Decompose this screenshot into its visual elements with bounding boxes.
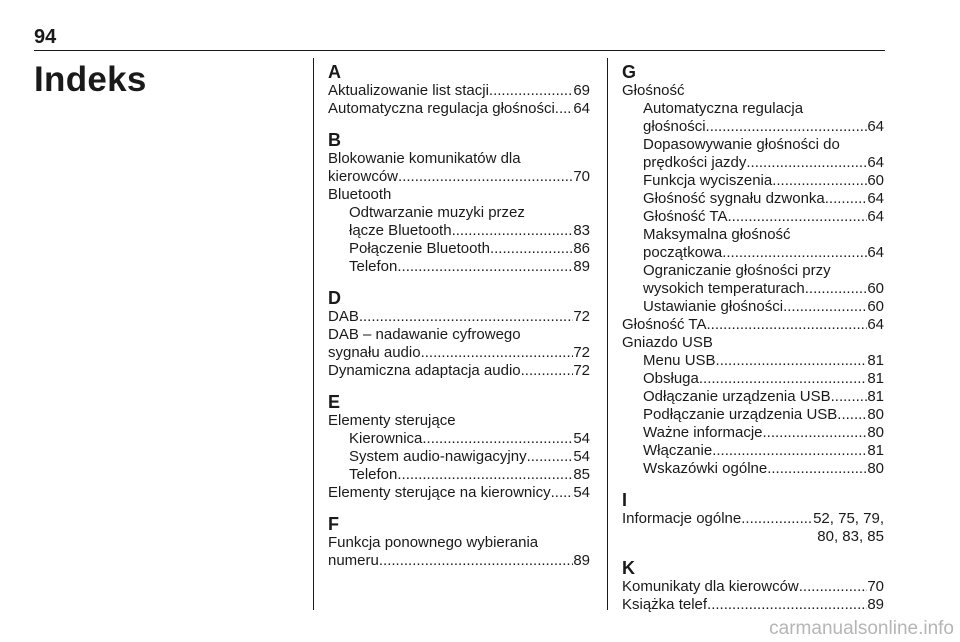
entry-text-with-page — [622, 596, 884, 614]
index-section — [622, 558, 884, 614]
entry-text: Książka telef — [622, 596, 708, 613]
page-reference[interactable]: 64 — [867, 316, 884, 333]
entry-text-with-page — [622, 316, 884, 334]
index-entry — [328, 82, 590, 100]
page-reference[interactable]: 81 — [867, 388, 884, 405]
entry-text-with-page — [643, 406, 884, 424]
page-reference[interactable]: 60 — [867, 172, 884, 189]
page-reference[interactable]: 89 — [573, 552, 590, 569]
index-subentry — [622, 352, 884, 370]
index-entry — [328, 326, 590, 362]
page-reference[interactable]: 81 — [867, 442, 884, 459]
index-subentry — [622, 388, 884, 406]
dot-leader — [397, 466, 573, 484]
index-subentry — [328, 430, 590, 448]
entry-text: głośności — [643, 118, 706, 135]
index-subentry — [328, 448, 590, 466]
dot-leader — [763, 424, 868, 442]
page-reference[interactable]: 70 — [867, 578, 884, 595]
entry-text: Podłączanie urządzenia USB — [643, 406, 838, 423]
dot-leader — [837, 406, 867, 424]
index-entry — [622, 578, 884, 596]
entry-text: Automatyczna regulacja głośności — [328, 100, 555, 117]
entry-text: Elementy sterujące — [328, 412, 456, 429]
entry-text: sygnału audio — [328, 344, 421, 361]
entry-text-with-page — [349, 258, 590, 276]
entry-text: Dopasowywanie głośności do — [643, 136, 840, 153]
entry-text: Aktualizowanie list stacji — [328, 82, 489, 99]
entry-text: Menu USB — [643, 352, 716, 369]
page-reference[interactable]: 69 — [573, 82, 590, 99]
page-reference[interactable]: 72 — [573, 344, 590, 361]
page-reference[interactable]: 64 — [867, 118, 884, 135]
entry-text: Blokowanie komunikatów dla — [328, 150, 521, 167]
page-title: Indeks — [34, 60, 147, 99]
index-subentry — [328, 240, 590, 258]
entry-text: Telefon — [349, 466, 398, 483]
dot-leader — [825, 190, 868, 208]
entry-text-with-page — [328, 100, 590, 118]
index-entry — [328, 100, 590, 118]
page-reference[interactable]: 64 — [867, 244, 884, 261]
entry-text-with-page — [643, 190, 884, 208]
page-reference[interactable]: 81 — [867, 370, 884, 387]
page-reference[interactable]: 64 — [867, 208, 884, 225]
entry-text-with-page — [643, 280, 884, 298]
entry-text: Głośność — [622, 82, 685, 99]
index-subentry — [622, 136, 884, 172]
entry-text-with-page — [643, 370, 884, 388]
page-reference[interactable]: 72 — [573, 362, 590, 379]
index-subentry — [622, 424, 884, 442]
entry-text: Funkcja ponownego wybierania — [328, 534, 539, 551]
section-letter: B — [328, 130, 341, 150]
entry-text: Bluetooth — [328, 186, 392, 203]
entry-text: DAB — [328, 308, 359, 325]
page-reference[interactable]: 89 — [867, 596, 884, 613]
index-entry — [328, 534, 590, 570]
entry-text: numeru — [328, 552, 379, 569]
index-subentry — [328, 466, 590, 484]
column-divider-left — [313, 58, 314, 610]
page-reference[interactable]: 83 — [573, 222, 590, 239]
page-reference[interactable]: 60 — [867, 280, 884, 297]
page-reference[interactable]: 64 — [867, 190, 884, 207]
index-subentry — [622, 190, 884, 208]
index-section — [622, 490, 884, 546]
index-entry — [328, 308, 590, 326]
index-section — [328, 62, 590, 118]
entry-text: System audio-nawigacyjny — [349, 448, 527, 465]
entry-text-with-page — [328, 82, 590, 100]
entry-text: Głośność sygnału dzwonka — [643, 190, 825, 207]
entry-text-with-page — [328, 552, 590, 570]
entry-text: kierowców — [328, 168, 399, 185]
dot-leader — [722, 244, 867, 262]
index-entry — [622, 510, 884, 546]
index-entry — [622, 596, 884, 614]
index-subentry — [622, 262, 884, 298]
page-reference[interactable]: 80 — [867, 424, 884, 441]
index-section — [328, 130, 590, 276]
entry-text-with-page — [643, 208, 884, 226]
entry-text: Włączanie — [643, 442, 713, 459]
entry-text: Telefon — [349, 258, 398, 275]
dot-leader — [716, 352, 868, 370]
entry-text: Elementy sterujące na kierownicy — [328, 484, 551, 501]
entry-text-with-page — [349, 448, 590, 466]
index-subentry — [622, 406, 884, 424]
dot-leader — [359, 308, 573, 326]
section-letter: E — [328, 392, 341, 412]
dot-leader — [831, 388, 868, 406]
entry-text-with-page — [643, 154, 884, 172]
dot-leader — [707, 596, 867, 614]
index-section — [622, 62, 884, 478]
dot-leader — [727, 208, 867, 226]
page-reference[interactable]: 81 — [867, 352, 884, 369]
entry-text-with-page — [643, 460, 884, 478]
page-reference[interactable]: 80, 83, 85 — [817, 528, 884, 545]
page-reference[interactable]: 80 — [867, 406, 884, 423]
page-reference[interactable]: 64 — [573, 100, 590, 117]
entry-text: Głośność TA — [622, 316, 707, 333]
index-entry — [622, 316, 884, 334]
entry-text-with-page — [622, 510, 884, 528]
entry-text-with-page — [349, 222, 590, 240]
section-letter: I — [622, 490, 628, 510]
entry-text-with-page — [643, 352, 884, 370]
entry-text-with-page — [328, 168, 590, 186]
dot-leader — [398, 168, 573, 186]
dot-leader — [527, 448, 574, 466]
index-subentry — [622, 226, 884, 262]
section-letter: K — [622, 558, 635, 578]
entry-text: Ograniczanie głośności przy — [643, 262, 831, 279]
entry-text-with-page — [328, 344, 590, 362]
column-divider-right — [607, 58, 608, 610]
entry-text-with-page — [328, 308, 590, 326]
index-entry — [328, 362, 590, 380]
page-reference[interactable]: 54 — [573, 430, 590, 447]
dot-leader — [746, 154, 867, 172]
entry-text: łącze Bluetooth — [349, 222, 452, 239]
page-reference[interactable]: 72 — [573, 308, 590, 325]
dot-leader — [799, 578, 868, 596]
index-column-1 — [328, 62, 590, 582]
entry-text: Dynamiczna adaptacja audio — [328, 362, 521, 379]
section-letter: G — [622, 62, 637, 82]
dot-leader — [767, 460, 867, 478]
entry-text: Ustawianie głośności — [643, 298, 784, 315]
entry-text-with-page — [643, 172, 884, 190]
section-letter: D — [328, 288, 341, 308]
entry-text-with-page — [643, 244, 884, 262]
dot-leader — [490, 240, 573, 258]
entry-text-with-page — [643, 298, 884, 316]
entry-text: Odtwarzanie muzyki przez — [349, 204, 525, 221]
dot-leader — [706, 316, 867, 334]
page-reference[interactable]: 54 — [573, 448, 590, 465]
index-subentry — [328, 204, 590, 240]
dot-leader — [712, 442, 867, 460]
entry-text: wysokich temperaturach — [643, 280, 805, 297]
page-reference[interactable]: 86 — [573, 240, 590, 257]
index-entry — [622, 82, 884, 100]
entry-text: Automatyczna regulacja — [643, 100, 804, 117]
index-entry — [328, 150, 590, 186]
page-number: 94 — [34, 26, 57, 48]
entry-text: Funkcja wyciszenia — [643, 172, 773, 189]
watermark: carmanualsonline.info — [769, 618, 954, 639]
dot-leader — [741, 510, 813, 528]
dot-leader — [452, 222, 574, 240]
dot-leader — [422, 430, 573, 448]
index-subentry — [622, 370, 884, 388]
dot-leader — [421, 344, 574, 362]
dot-leader — [521, 362, 574, 380]
dot-leader — [489, 82, 573, 100]
entry-text-with-page — [643, 424, 884, 442]
index-subentry — [622, 442, 884, 460]
dot-leader — [397, 258, 573, 276]
dot-leader — [772, 172, 867, 190]
entry-text-with-page — [643, 388, 884, 406]
dot-leader — [783, 298, 867, 316]
page-reference[interactable]: 54 — [573, 484, 590, 501]
index-entry — [622, 334, 884, 352]
entry-text-with-page — [328, 362, 590, 380]
entry-text-with-page — [349, 466, 590, 484]
entry-text: Odłączanie urządzenia USB — [643, 388, 831, 405]
dot-leader — [706, 118, 868, 136]
page-reference[interactable]: 70 — [573, 168, 590, 185]
dot-leader — [551, 484, 574, 502]
page-reference[interactable]: 64 — [867, 154, 884, 171]
index-entry — [328, 484, 590, 502]
entry-text: Kierownica — [349, 430, 423, 447]
entry-text: Ważne informacje — [643, 424, 763, 441]
entry-text: Głośność TA — [643, 208, 728, 225]
index-column-2 — [622, 62, 884, 626]
entry-text-with-page — [349, 240, 590, 258]
entry-text: Maksymalna głośność — [643, 226, 791, 243]
index-section — [328, 392, 590, 502]
entry-text: Informacje ogólne — [622, 510, 742, 527]
entry-text: DAB – nadawanie cyfrowego — [328, 326, 521, 343]
index-subentry — [622, 208, 884, 226]
page-reference[interactable]: 85 — [573, 466, 590, 483]
dot-leader — [805, 280, 868, 298]
entry-text-with-page — [643, 442, 884, 460]
entry-text: Wskazówki ogólne — [643, 460, 768, 477]
entry-text-with-page — [328, 484, 590, 502]
index-subentry — [622, 298, 884, 316]
index-entry — [328, 412, 590, 430]
page-reference[interactable]: 52, 75, 79, — [813, 510, 884, 527]
entry-text-with-page — [643, 118, 884, 136]
entry-text-with-page — [622, 578, 884, 596]
index-subentry — [622, 172, 884, 190]
entry-text-with-page — [349, 430, 590, 448]
index-subentry — [622, 460, 884, 478]
index-entry — [328, 186, 590, 204]
header-rule — [34, 50, 885, 51]
entry-text: Połączenie Bluetooth — [349, 240, 490, 257]
page-reference[interactable]: 60 — [867, 298, 884, 315]
entry-text: Obsługa — [643, 370, 699, 387]
page-reference[interactable]: 89 — [573, 258, 590, 275]
index-section — [328, 514, 590, 570]
entry-text: początkowa — [643, 244, 723, 261]
entry-text: Komunikaty dla kierowców — [622, 578, 799, 595]
entry-text: Gniazdo USB — [622, 334, 713, 351]
section-letter: A — [328, 62, 341, 82]
entry-text: prędkości jazdy — [643, 154, 747, 171]
index-subentry — [328, 258, 590, 276]
index-section — [328, 288, 590, 380]
section-letter: F — [328, 514, 339, 534]
dot-leader — [555, 100, 574, 118]
dot-leader — [699, 370, 867, 388]
page-reference[interactable]: 80 — [867, 460, 884, 477]
index-subentry — [622, 100, 884, 136]
dot-leader — [379, 552, 573, 570]
